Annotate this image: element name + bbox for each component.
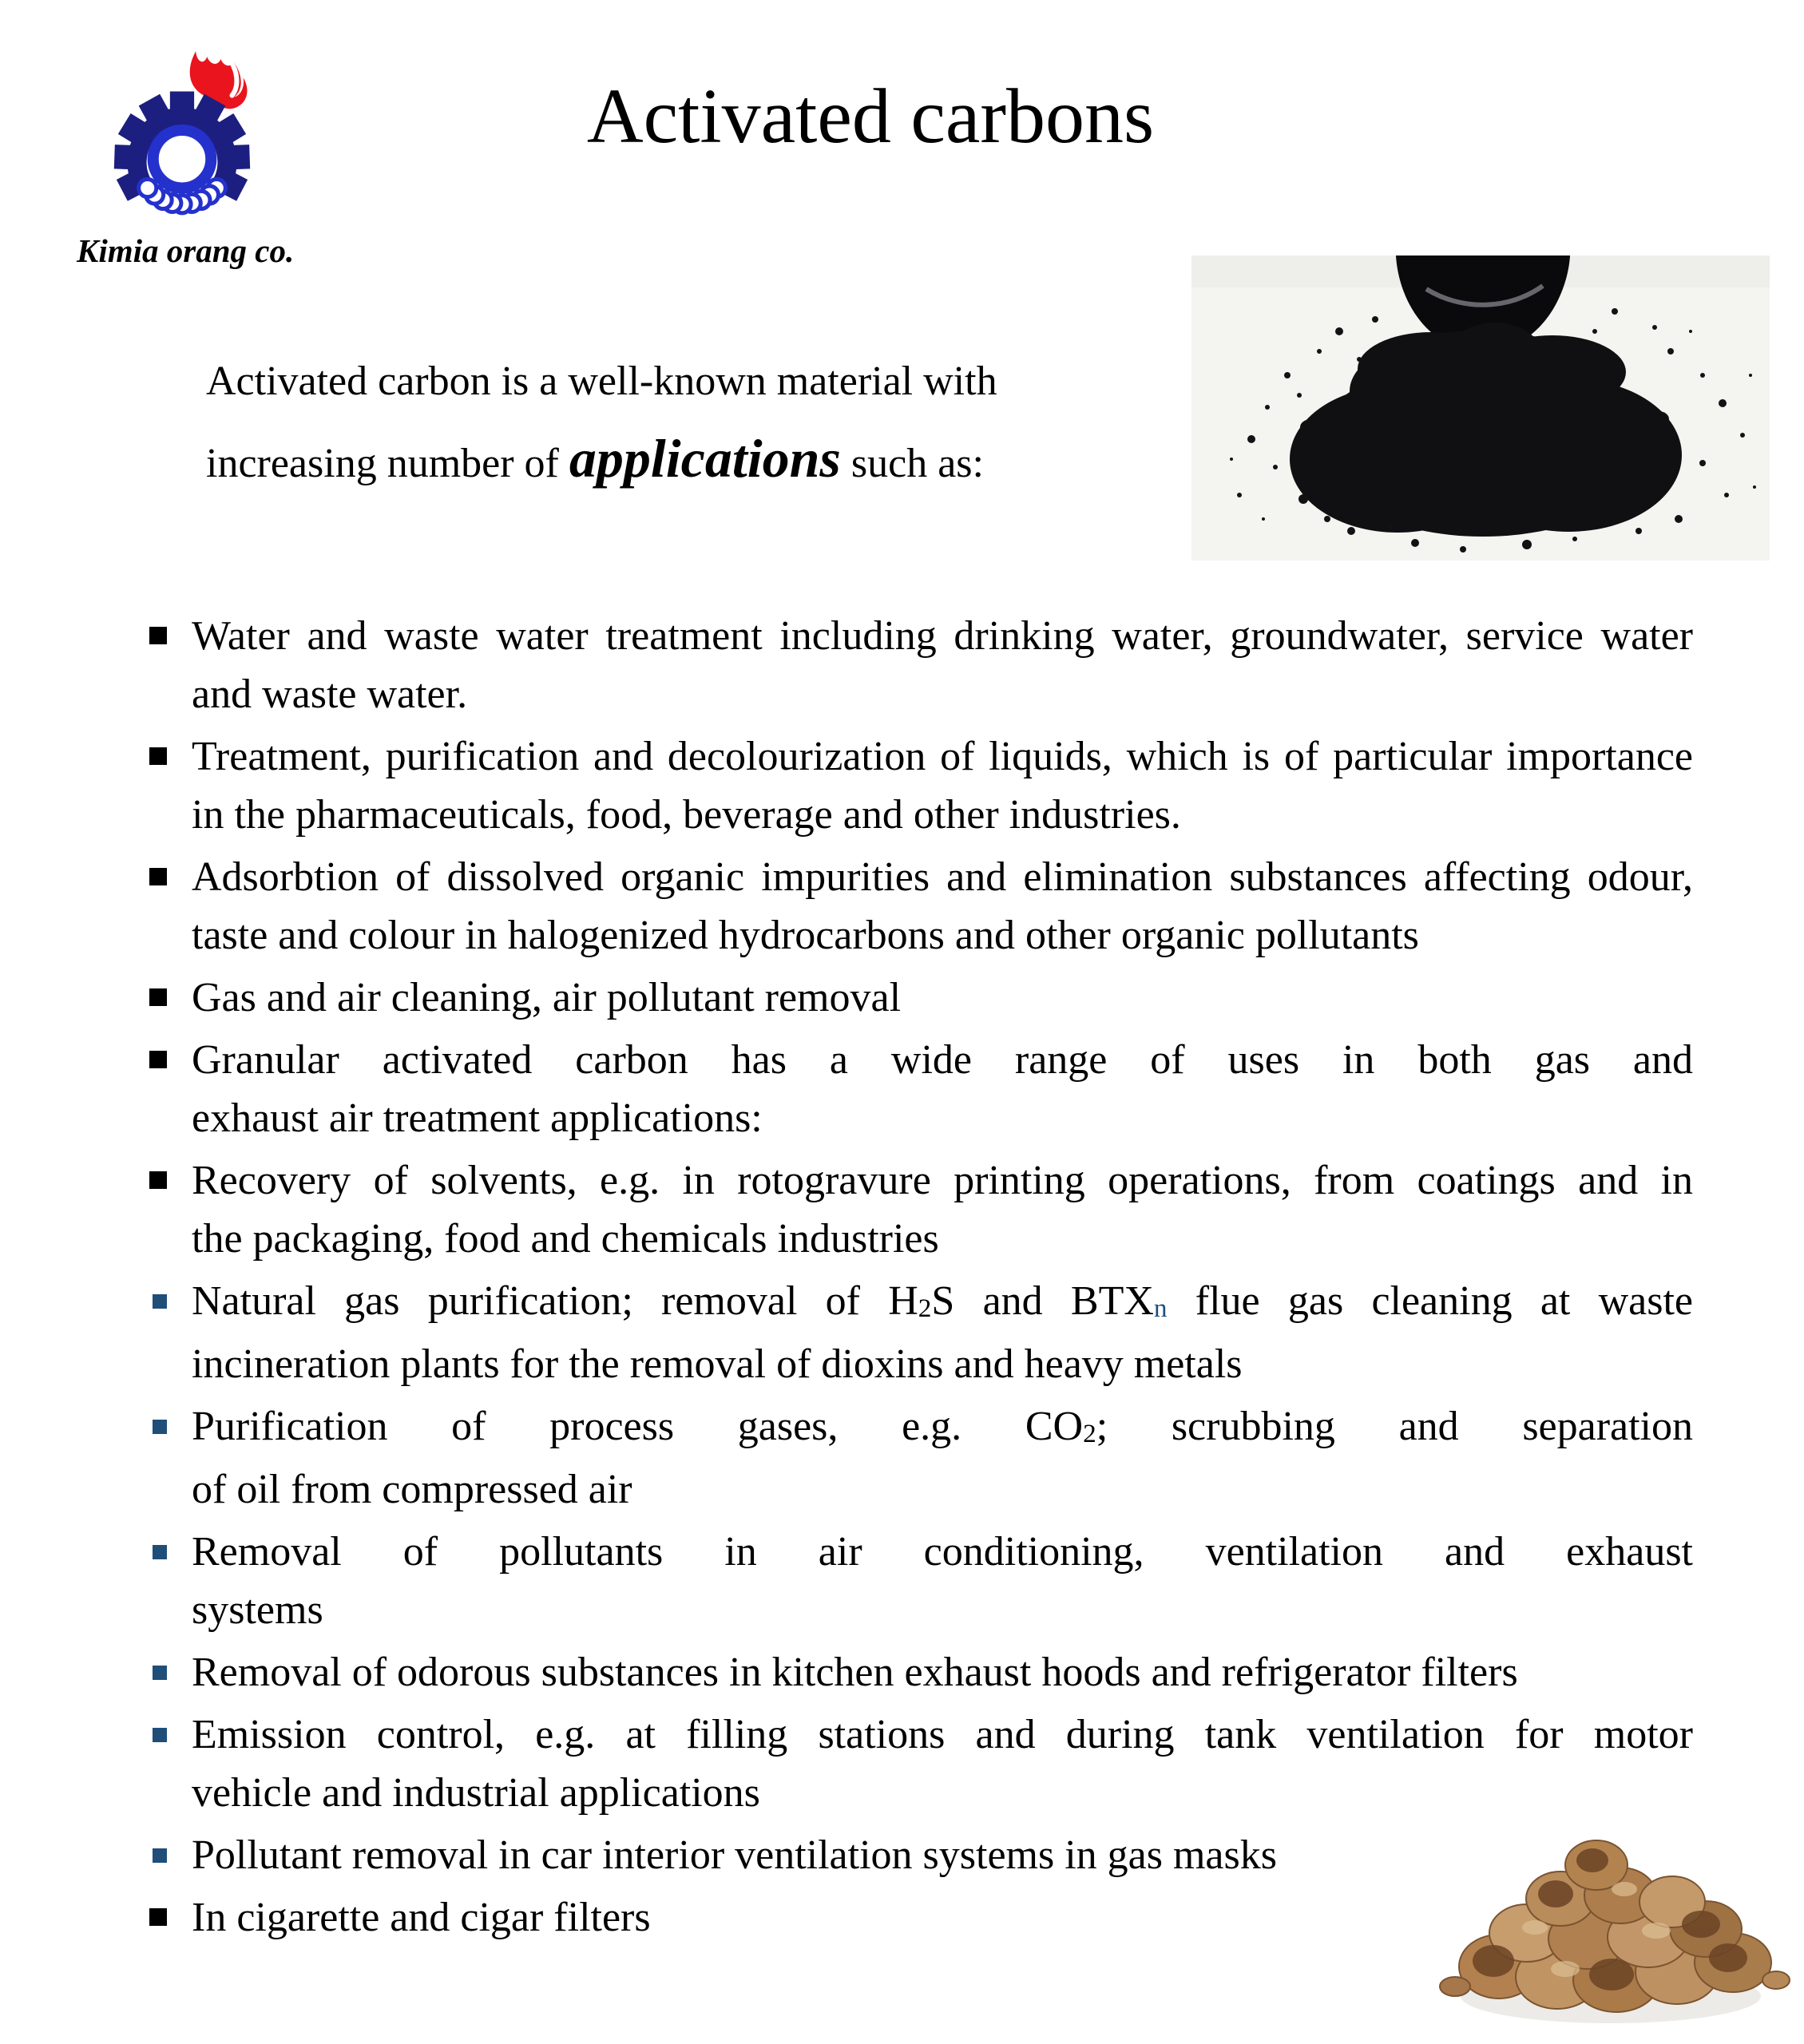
list-item bbox=[145, 1272, 1693, 1393]
bullet-square-icon bbox=[153, 1420, 167, 1434]
bullet-square-icon bbox=[149, 1051, 167, 1068]
list-item bbox=[145, 1151, 1693, 1268]
list-item bbox=[145, 848, 1693, 965]
bullet-square-icon bbox=[149, 1908, 167, 1926]
list-item bbox=[145, 1031, 1693, 1147]
bullet-square-icon bbox=[149, 868, 167, 885]
bullet-text-line: taste and colour in halogenized hydrocarbons and other organic pollutants bbox=[192, 913, 1419, 958]
bullet-text-line: Recovery of solvents, e.g. in rotogravure printing operations, from coatings and in bbox=[192, 1158, 1693, 1203]
bullet-text-line: Emission control, e.g. at filling stations and during tank ventilation for motor bbox=[192, 1712, 1693, 1757]
bullet-text-line: systems bbox=[192, 1587, 323, 1633]
bullet-square-icon bbox=[153, 1545, 167, 1559]
list-item bbox=[145, 1397, 1693, 1519]
bullet-text-line: Pollutant removal in car interior ventilation systems in gas masks bbox=[192, 1832, 1277, 1878]
list-item bbox=[145, 1523, 1693, 1639]
bullet-text-line: Purification of process gases, e.g. CO2; scrubbing and separation bbox=[192, 1404, 1694, 1449]
list-item bbox=[145, 727, 1693, 844]
bullet-square-icon bbox=[149, 627, 167, 644]
list-item bbox=[145, 969, 1693, 1027]
bullet-square-icon bbox=[153, 1848, 167, 1863]
intro-line2-before: increasing number of bbox=[206, 441, 569, 486]
bullet-text-line: incineration plants for the removal of dioxins and heavy metals bbox=[192, 1341, 1243, 1387]
list-item bbox=[145, 607, 1693, 723]
bullet-text-line: Gas and air cleaning, air pollutant removal bbox=[192, 975, 902, 1020]
bullet-text-line: Granular activated carbon has a wide range of uses in both gas and bbox=[192, 1037, 1693, 1083]
bullet-text-line: Adsorbtion of dissolved organic impurities and elimination substances affecting odour, bbox=[192, 854, 1693, 900]
intro-highlight: applications bbox=[569, 428, 841, 489]
bullet-text-line: Water and waste water treatment including drinking water, groundwater, service water bbox=[192, 613, 1693, 659]
bullet-square-icon bbox=[149, 1171, 167, 1189]
bullet-square-icon bbox=[153, 1728, 167, 1742]
bullet-text-line: the packaging, food and chemicals industries bbox=[192, 1216, 939, 1262]
intro-line1: Activated carbon is a well-known material with bbox=[206, 358, 997, 404]
applications-list bbox=[145, 607, 1693, 1951]
bullet-text-line: Removal of odorous substances in kitchen exhaust hoods and refrigerator filters bbox=[192, 1650, 1518, 1695]
bullet-text-line: exhaust air treatment applications: bbox=[192, 1095, 763, 1141]
bullet-text-line: vehicle and industrial applications bbox=[192, 1770, 760, 1816]
list-item bbox=[145, 1643, 1693, 1701]
bullet-text-line: and waste water. bbox=[192, 671, 468, 717]
bullet-square-icon bbox=[153, 1666, 167, 1680]
bullet-square-icon bbox=[149, 747, 167, 765]
bullet-text-line: Natural gas purification; removal of H2S and BTXn flue gas cleaning at waste bbox=[192, 1278, 1694, 1324]
bullet-text-line: in the pharmaceuticals, food, beverage and other industries. bbox=[192, 792, 1181, 838]
page-title: Activated carbons bbox=[586, 73, 1155, 160]
intro-line2-after: such as: bbox=[840, 441, 984, 486]
bullet-text-line: Removal of pollutants in air conditioning, ventilation and exhaust bbox=[192, 1529, 1693, 1575]
bullet-square-icon bbox=[149, 988, 167, 1006]
bullet-text-line: In cigarette and cigar filters bbox=[192, 1895, 651, 1940]
bullet-text-line: Treatment, purification and decolourization of liquids, which is of particular importance bbox=[192, 734, 1693, 779]
bullet-square-icon bbox=[153, 1294, 167, 1309]
company-name: Kimia orang co. bbox=[77, 232, 295, 269]
activated-carbon-photo bbox=[1191, 256, 1770, 561]
walnut-shells-photo bbox=[1423, 1771, 1804, 2044]
intro-paragraph bbox=[206, 343, 997, 502]
bullet-text-line: of oil from compressed air bbox=[192, 1467, 632, 1512]
